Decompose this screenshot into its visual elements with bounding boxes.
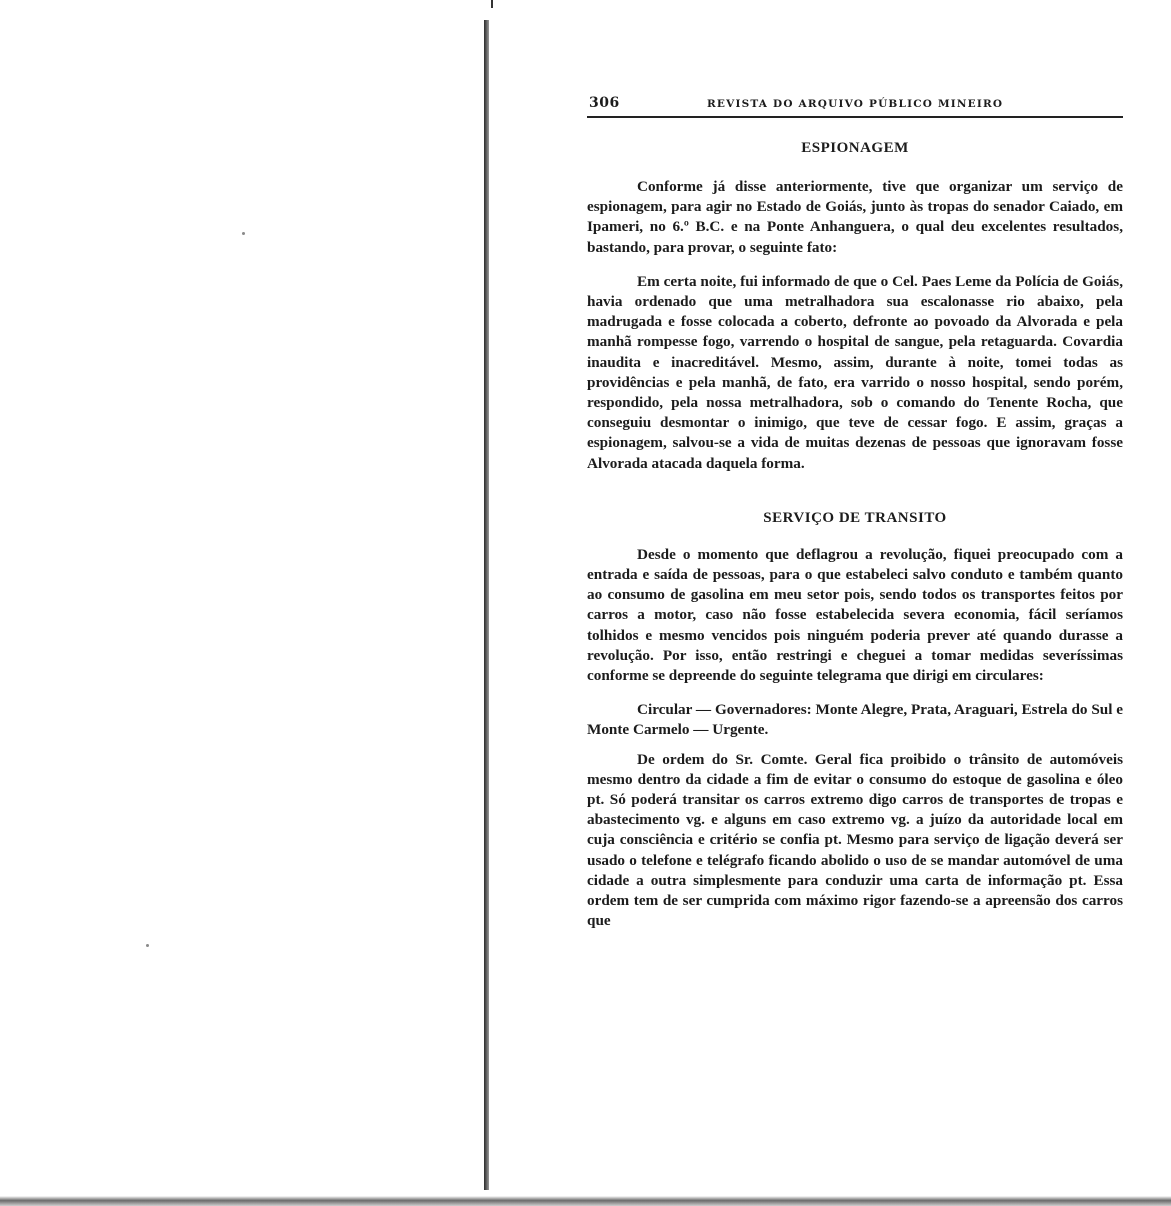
page-speck — [146, 944, 149, 947]
page-number: 306 — [589, 95, 620, 111]
page-speck — [242, 232, 245, 235]
journal-title: REVISTA DO ARQUIVO PÚBLICO MINEIRO — [707, 98, 1004, 110]
gutter-mark — [491, 0, 493, 8]
right-text-page — [587, 92, 1123, 941]
left-blank-page — [0, 0, 486, 1206]
section-heading-espionagem: ESPIONAGEM — [801, 140, 909, 156]
paragraph: Circular — Governadores: Monte Alegre, Prata, Araguari, Estrela do Sul e Monte Carmelo — Urgente. — [587, 701, 1123, 739]
paragraph: De ordem do Sr. Comte. Geral fica proibido o trânsito de automóveis mesmo dentro da cidade a fim de evitar o consumo do estoque de gasolina e óleo pt. Só poderá transitar os carros extremo digo carros de transportes de tropas e abastecimento vg. e alguns em caso extremo vg. a juízo da autoridade local em cuja consciência e critério se confia pt. Mesmo para serviço de ligação deverá ser usado o telefone e telégrafo ficando abolido o uso de se mandar automóvel de uma cidade a outra simplesmente para conduzir uma carta de informação pt. Essa ordem tem de ser cumprida com máximo rigor fazendo-se a apreensão dos carros que — [587, 750, 1123, 930]
paragraph: Conforme já disse anteriormente, tive que organizar um serviço de espionagem, para agir no Estado de Goiás, junto às tropas do senador Caiado, em Ipameri, no 6.º B.C. e na Ponte Anhanguera, o qual deu excelentes resultados, bastando, para provar, o seguinte fato: — [587, 178, 1123, 256]
running-header — [587, 92, 1123, 118]
paragraph: Em certa noite, fui informado de que o Cel. Paes Leme da Polícia de Goiás, havia ordenado que uma metralhadora sua escalonasse rio abaixo, pela madrugada e fosse colocada a coberto, defronte ao povoado da Alvorada e pela manhã rompesse fogo, varrendo o hospital de sangue, pela retaguarda. Covardia inaudita e inacreditável. Mesmo, assim, durante à noite, tomei todas as providências e pela manhã, de fato, era varrido o nosso hospital, sendo porém, respondido, pela nossa metralhadora, sob o comando do Tenente Rocha, que conseguiu desmontar o inimigo, que teve de cessar fogo. E assim, graças a espionagem, salvou-se a vida de muitas dezenas de pessoas que ignoravam fosse Alvorada atacada daquela forma. — [587, 272, 1123, 472]
section-heading-servico-de-transito: SERVIÇO DE TRANSITO — [763, 509, 947, 526]
paragraph: Desde o momento que deflagrou a revolução, fiquei preocupado com a entrada e saída de pessoas, para o que estabeleci salvo conduto e também quanto ao consumo de gasolina em meu setor pois, sendo todos os transportes feitos por carros a motor, caso não fosse estabelecida severa economia, fácil seríamos tolhidos e mesmo vencidos pois ninguém poderia prever até quando durasse a revolução. Por isso, então restringi e cheguei a tomar medidas severíssimas conforme se depreende do seguinte telegrama que dirigi em circulares: — [587, 545, 1123, 685]
page-bottom-edge — [0, 1196, 1171, 1206]
book-gutter — [484, 20, 489, 1190]
